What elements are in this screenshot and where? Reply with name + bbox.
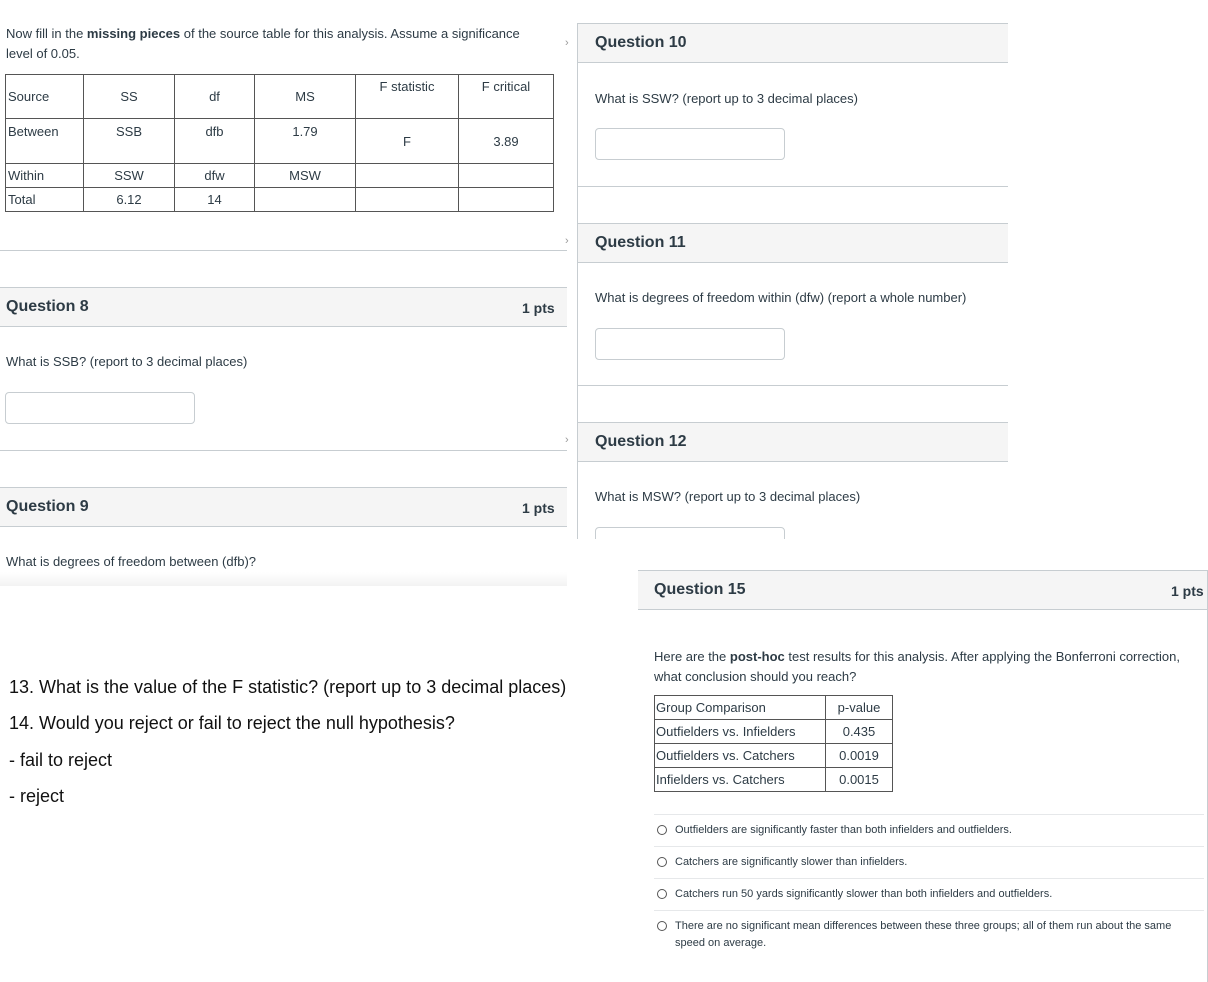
question-12-title: Question 12: [595, 433, 687, 450]
radio-circle-icon[interactable]: [657, 857, 667, 867]
table-cell: MSW: [289, 168, 321, 183]
table-header-cell: F critical: [481, 79, 531, 94]
table-header-cell: SS: [120, 89, 138, 104]
divider: [0, 450, 567, 451]
question-8-points: 1 pts: [522, 300, 555, 316]
question-15-text: [654, 647, 1204, 687]
table-cell: F: [403, 133, 411, 149]
divider: [0, 250, 567, 251]
question-8-title: Question 8: [6, 298, 89, 315]
table-cell: 3.89: [493, 133, 519, 149]
question-9-title: Question 9: [6, 498, 89, 515]
posthoc-table: [654, 695, 893, 792]
table-cell: Infielders vs. Catchers: [656, 772, 785, 787]
table-cell: 0.0019: [839, 748, 879, 763]
option-divider: [654, 814, 1204, 815]
radio-circle-icon[interactable]: [657, 921, 667, 931]
table-cell: Within: [8, 168, 45, 183]
table-cell: 6.12: [116, 192, 142, 207]
table-cell: dfw: [204, 168, 225, 183]
table-cell: 14: [207, 192, 222, 207]
table-header-cell: p-value: [837, 700, 881, 715]
table-row: [6, 75, 554, 119]
q15-text-part2: test results for this analysis. After applying the Bonferroni correction,: [784, 649, 1181, 664]
table-cell: SSW: [114, 168, 144, 183]
table-header-cell: F statistic: [379, 79, 435, 94]
table-cell: 1.79: [292, 124, 318, 139]
intro-part2: of the source table for this analysis. Assume a significance: [180, 26, 520, 41]
table-cell: SSB: [115, 124, 142, 139]
table-row: [655, 744, 893, 768]
answer-option-label: Outfielders are significantly faster than both infielders and outfielders.: [675, 824, 1012, 836]
q15-text-part1: Here are the: [654, 649, 730, 664]
q15-text-line2: what conclusion should you reach?: [654, 669, 857, 684]
question-12-text: What is MSW? (report up to 3 decimal places): [595, 489, 861, 504]
divider: [577, 385, 1008, 386]
divider: [577, 186, 1008, 187]
answer-option[interactable]: [654, 854, 1204, 874]
answer-option-label: Catchers run 50 yards significantly slower than both infielders and outfielders.: [675, 888, 1053, 900]
panel-left-border: [577, 23, 578, 539]
option-divider: [654, 910, 1204, 911]
option-divider: [654, 878, 1204, 879]
source-table: [5, 74, 554, 212]
intro-line2: level of 0.05.: [6, 46, 80, 61]
option-fail-to-reject: - fail to reject: [9, 750, 113, 770]
question-10-title: Question 10: [595, 34, 687, 51]
intro-part1: Now fill in the: [6, 26, 87, 41]
answer-option[interactable]: [654, 822, 1204, 842]
answer-option[interactable]: [654, 886, 1204, 906]
question-15-title: Question 15: [654, 581, 746, 598]
chevron-right-icon: ›: [565, 37, 569, 49]
table-row: [655, 696, 893, 720]
question-14-text: 14. Would you reject or fail to reject the null hypothesis?: [9, 713, 455, 733]
question-10-text: What is SSW? (report up to 3 decimal places): [595, 91, 858, 106]
ssb-answer-input[interactable]: [5, 392, 195, 424]
table-row: [6, 188, 554, 212]
chevron-right-icon: ›: [565, 434, 569, 446]
table-header-cell: MS: [295, 89, 315, 104]
question-9-text: What is degrees of freedom between (dfb)?: [6, 554, 257, 569]
msw-answer-clip: [595, 527, 785, 539]
intro-bold: missing pieces: [86, 26, 181, 41]
answer-option-label: There are no significant mean differences between these three groups; all of them run about the same speed on average.: [675, 920, 1172, 949]
table-cell: Between: [8, 124, 59, 139]
question-13-text: 13. What is the value of the F statistic? (report up to 3 decimal places): [9, 677, 567, 697]
table-cell: Total: [8, 192, 36, 207]
table-cell: Outfielders vs. Catchers: [656, 748, 795, 763]
msw-answer-input[interactable]: [595, 527, 785, 539]
question-11-title: Question 11: [595, 234, 686, 251]
table-row: [655, 720, 893, 744]
chevron-right-icon: ›: [565, 235, 569, 247]
question-9-points: 1 pts: [522, 500, 555, 516]
question-8-text: What is SSB? (report to 3 decimal places): [6, 354, 248, 369]
table-header-cell: Source: [8, 89, 50, 104]
question-11-text: What is degrees of freedom within (dfw) (report a whole number): [595, 290, 967, 305]
intro-text: [6, 24, 546, 64]
table-cell: dfb: [205, 124, 224, 139]
table-cell: Outfielders vs. Infielders: [656, 724, 796, 739]
q15-text-bold: post-hoc: [729, 649, 785, 664]
option-reject: - reject: [9, 786, 65, 806]
dfw-answer-input[interactable]: [595, 328, 785, 360]
table-row: [6, 119, 554, 164]
answer-option[interactable]: [654, 918, 1204, 954]
radio-circle-icon[interactable]: [657, 889, 667, 899]
ssw-answer-input[interactable]: [595, 128, 785, 160]
table-cell: 0.0015: [839, 772, 879, 787]
radio-circle-icon[interactable]: [657, 825, 667, 835]
table-cell: 0.435: [842, 724, 876, 739]
answer-option-label: Catchers are significantly slower than infielders.: [675, 856, 908, 868]
table-row: [655, 768, 893, 792]
table-header-cell: Group Comparison: [656, 700, 766, 715]
table-row: [6, 164, 554, 188]
fade-edge: [0, 572, 567, 586]
question-15-points: 1 pts: [1171, 583, 1204, 599]
table-header-cell: df: [209, 89, 220, 104]
option-divider: [654, 846, 1204, 847]
